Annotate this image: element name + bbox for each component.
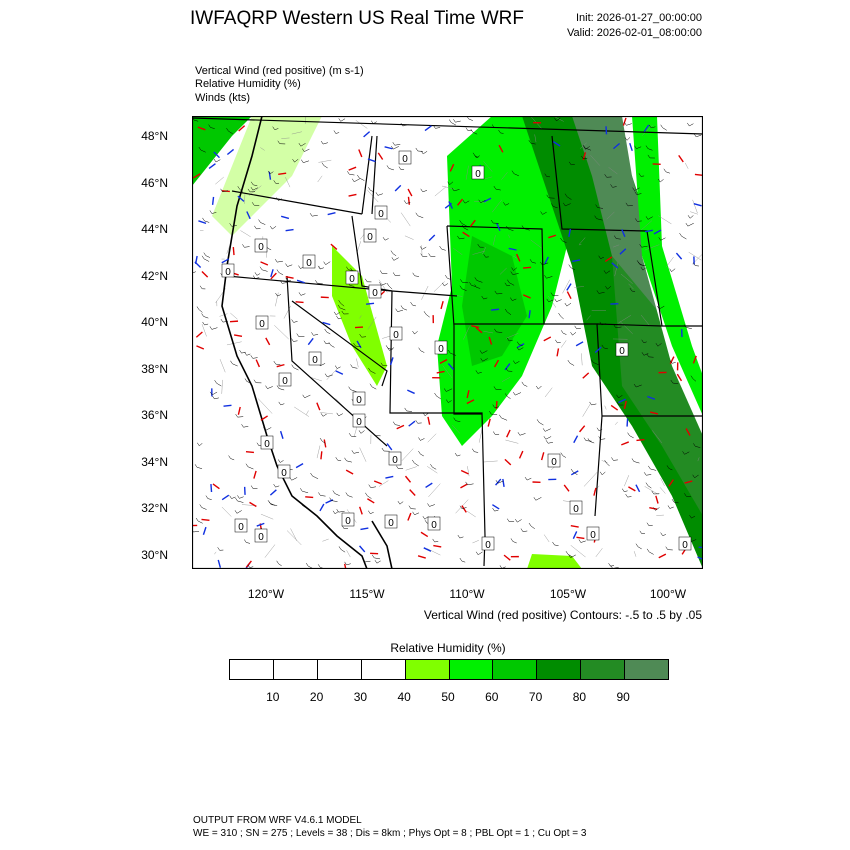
vertical-wind-mark: [366, 303, 374, 304]
lat-label: 38°N: [141, 362, 168, 376]
vertical-wind-mark: [230, 321, 238, 322]
legend-swatch: [450, 660, 494, 679]
lat-label: 42°N: [141, 269, 168, 283]
legend-label: 30: [353, 690, 368, 704]
footer-model: OUTPUT FROM WRF V4.6.1 MODEL: [193, 815, 362, 826]
footer-settings: WE = 310 ; SN = 275 ; Levels = 38 ; Dis = 8km ; Phys Opt = 8 ; PBL Opt = 1 ; Cu Opt = 3: [193, 828, 587, 839]
vertical-wind-mark: [496, 401, 497, 409]
field-winds: Winds (kts): [195, 92, 250, 104]
vertical-wind-mark: [201, 519, 209, 520]
zero-contour-label: 0: [619, 346, 625, 357]
lat-label: 32°N: [141, 501, 168, 515]
lon-label: 115°W: [349, 587, 385, 601]
zero-contour-label: 0: [238, 522, 244, 533]
zero-contour-label: 0: [573, 504, 579, 515]
legend-label: 20: [309, 690, 324, 704]
zero-contour-label: 0: [259, 319, 265, 330]
zero-contour-label: 0: [306, 258, 312, 269]
vertical-wind-mark: [213, 197, 214, 205]
lat-label: 40°N: [141, 315, 168, 329]
zero-contour-label: 0: [475, 169, 481, 180]
zero-contour-label: 0: [258, 242, 264, 253]
zero-contour-label: 0: [356, 395, 362, 406]
init-time: Init: 2026-01-27_00:00:00: [576, 12, 702, 24]
contour-note: Vertical Wind (red positive) Contours: -.5 to .5 by .05: [423, 608, 702, 622]
legend-colorbar: [229, 659, 669, 680]
zero-contour-label: 0: [264, 439, 270, 450]
legend-label: 80: [572, 690, 587, 704]
vertical-wind-mark: [523, 267, 531, 268]
vertical-wind-mark: [246, 452, 254, 453]
legend-swatch: [581, 660, 625, 679]
vertical-wind-mark: [355, 327, 363, 328]
zero-contour-label: 0: [349, 274, 355, 285]
legend-label: 90: [616, 690, 630, 704]
zero-contour-label: 0: [551, 457, 557, 468]
lon-label: 105°W: [549, 587, 587, 601]
zero-contour-label: 0: [356, 417, 362, 428]
lat-label: 36°N: [141, 408, 168, 422]
vertical-wind-mark: [224, 405, 232, 406]
legend-label: 40: [397, 690, 411, 704]
field-vertical-wind: Vertical Wind (red positive) (m s-1): [195, 65, 364, 77]
lon-label: 110°W: [449, 587, 485, 601]
zero-contour-label: 0: [590, 530, 596, 541]
vertical-wind-mark: [233, 247, 234, 255]
legend-swatch: [274, 660, 318, 679]
page-title: IWFAQRP Western US Real Time WRF: [190, 8, 524, 29]
legend-label: 60: [485, 690, 499, 704]
legend-swatch: [625, 660, 668, 679]
zero-contour-label: 0: [345, 516, 351, 527]
vertical-wind-mark: [491, 309, 499, 310]
legend-swatch: [362, 660, 406, 679]
field-relative-humidity: Relative Humidity (%): [195, 78, 301, 90]
lat-label: 44°N: [141, 222, 168, 236]
zero-contour-label: 0: [393, 330, 399, 341]
vertical-wind-mark: [695, 174, 703, 175]
zero-contour-label: 0: [388, 518, 394, 529]
legend-swatch: [230, 660, 274, 679]
zero-contour-label: 0: [258, 532, 264, 543]
lon-label: 100°W: [649, 587, 687, 601]
weather-map: [192, 116, 703, 569]
zero-contour-label: 0: [225, 267, 231, 278]
zero-contour-label: 0: [392, 455, 398, 466]
legend-label: 70: [528, 690, 543, 704]
legend-swatch: [493, 660, 537, 679]
legend-label: 10: [266, 690, 280, 704]
valid-time: Valid: 2026-02-01_08:00:00: [567, 27, 702, 39]
vertical-wind-mark: [211, 484, 212, 492]
vertical-wind-mark: [627, 419, 628, 427]
zero-contour-label: 0: [372, 288, 378, 299]
zero-contour-label: 0: [312, 355, 318, 366]
zero-contour-label: 0: [438, 344, 444, 355]
legend-swatch: [537, 660, 581, 679]
zero-contour-label: 0: [431, 520, 437, 531]
vertical-wind-mark: [305, 497, 313, 498]
zero-contour-label: 0: [367, 232, 373, 243]
legend-swatch: [318, 660, 362, 679]
vertical-wind-mark: [408, 197, 409, 205]
vertical-wind-mark: [321, 451, 322, 459]
zero-contour-label: 0: [402, 154, 408, 165]
vertical-wind-mark: [636, 440, 644, 441]
lat-label: 30°N: [141, 548, 168, 562]
lat-label: 48°N: [141, 129, 168, 143]
lon-label: 120°W: [247, 587, 285, 601]
vertical-wind-mark: [296, 302, 304, 303]
zero-contour-label: 0: [281, 468, 287, 479]
legend-title: Relative Humidity (%): [390, 641, 506, 655]
zero-contour-label: 0: [485, 540, 491, 551]
lat-label: 34°N: [141, 455, 168, 469]
legend-swatch: [406, 660, 450, 679]
zero-contour-label: 0: [282, 376, 288, 387]
zero-contour-label: 0: [682, 540, 688, 551]
legend-label: 50: [441, 690, 455, 704]
zero-contour-label: 0: [378, 209, 384, 220]
lat-label: 46°N: [141, 176, 168, 190]
